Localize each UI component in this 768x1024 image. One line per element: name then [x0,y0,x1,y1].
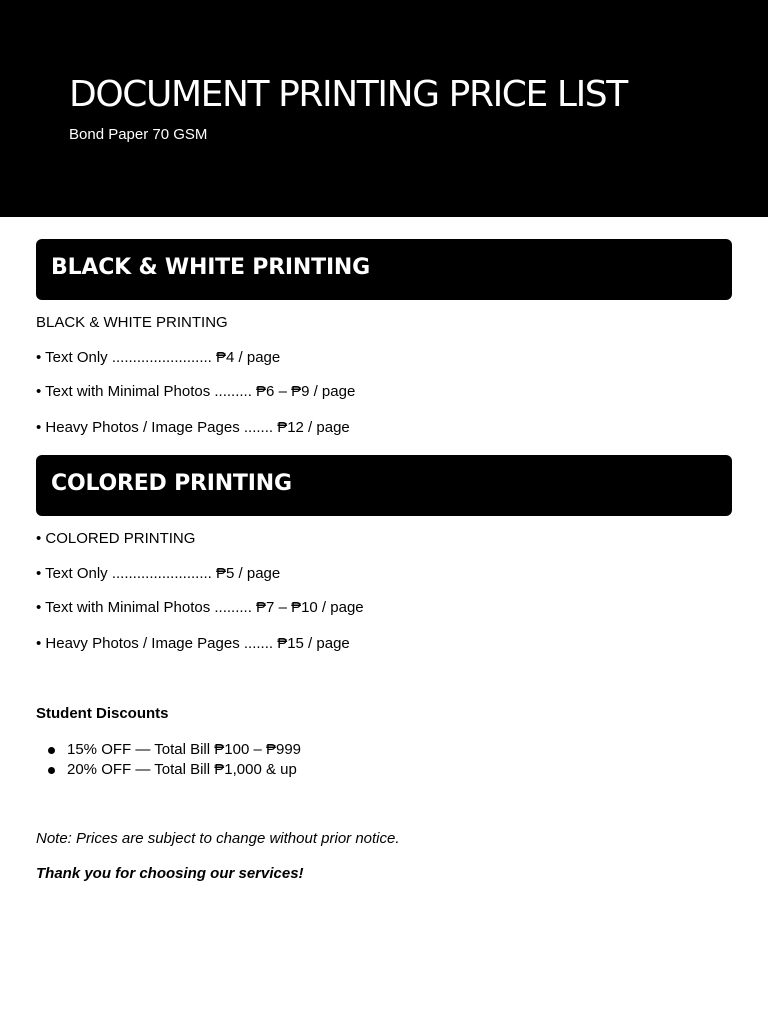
page-title: DOCUMENT PRINTING PRICE LIST [69,74,627,115]
discount-item [36,740,301,760]
bullet-icon [48,767,55,774]
colored-price-item: • Text Only ........................ ₱5 / page [36,565,281,582]
discounts-list [36,740,301,780]
bw-section-intro: BLACK & WHITE PRINTING [36,314,228,331]
bw-section-header [36,239,732,300]
bullet-icon [48,747,55,754]
colored-section-intro: • COLORED PRINTING [36,530,196,547]
bw-price-item: • Text with Minimal Photos ......... ₱6 – ₱9 / page [36,383,356,400]
bw-price-item: • Text Only ........................ ₱4 / page [36,349,281,366]
page-subtitle: Bond Paper 70 GSM [69,126,208,143]
discount-item-label: 15% OFF — Total Bill ₱100 – ₱999 [67,741,302,758]
colored-price-item: • Text with Minimal Photos ......... ₱7 – ₱10 / page [36,599,364,616]
bw-section-title: BLACK & WHITE PRINTING [51,255,370,280]
bw-price-item: • Heavy Photos / Image Pages ....... ₱12 / page [36,419,350,436]
colored-section-title: COLORED PRINTING [51,471,292,496]
discount-item-label: 20% OFF — Total Bill ₱1,000 & up [67,761,297,778]
header-banner [0,0,768,217]
discount-item [36,760,301,780]
discounts-heading: Student Discounts [36,705,169,722]
colored-section-header [36,455,732,516]
price-note: Note: Prices are subject to change without prior notice. [36,830,400,847]
colored-price-item: • Heavy Photos / Image Pages ....... ₱15 / page [36,635,350,652]
thank-you-message: Thank you for choosing our services! [36,865,304,882]
